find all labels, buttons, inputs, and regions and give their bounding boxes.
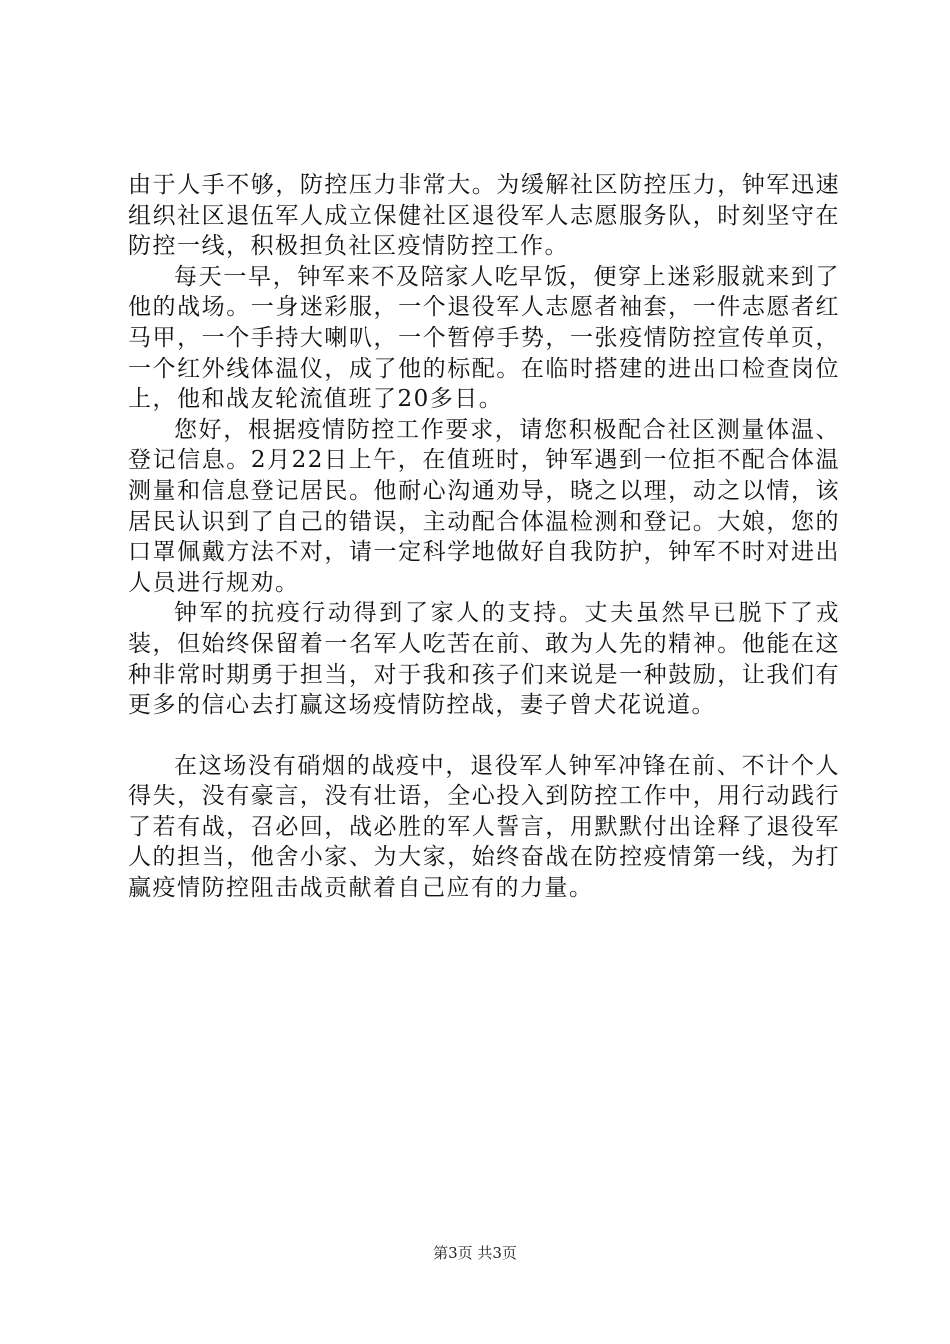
paragraph-3: 您好，根据疫情防控工作要求，请您积极配合社区测量体温、登记信息。2月22日上午，在值班时，钟军遇到一位拒不配合体温测量和信息登记居民。他耐心沟通劝导，晓之以理，动之以情，该居民认识到了自己的错误，主动配合体温检测和登记。大娘，您的口罩佩戴方法不对，请一定科学地做好自我防护，钟军不时对进出人员进行规劝。 — [128, 416, 840, 596]
paragraph-4: 钟军的抗疫行动得到了家人的支持。丈夫虽然早已脱下了戎装，但始终保留着一名军人吃苦在前、敢为人先的精神。他能在这种非常时期勇于担当，对于我和孩子们来说是一种鼓励，让我们有更多的信心去打赢这场疫情防控战，妻子曾犬花说道。 — [128, 600, 840, 719]
page-number-footer: 第3页 共3页 — [433, 1244, 517, 1262]
paragraph-5: 在这场没有硝烟的战疫中，退役军人钟军冲锋在前、不计个人得失，没有豪言，没有壮语，全心投入到防控工作中，用行动践行了若有战，召必回，战必胜的军人誓言，用默默付出诠释了退役军人的担当，他舍小家、为大家，始终奋战在防控疫情第一线，为打赢疫情防控阻击战贡献着自己应有的力量。 — [128, 752, 840, 902]
paragraph-1: 由于人手不够，防控压力非常大。为缓解社区防控压力，钟军迅速组织社区退伍军人成立保健社区退役军人志愿服务队，时刻坚守在防控一线，积极担负社区疫情防控工作。 — [128, 172, 840, 260]
paragraph-2: 每天一早，钟军来不及陪家人吃早饭，便穿上迷彩服就来到了他的战场。一身迷彩服，一个退役军人志愿者袖套，一件志愿者红马甲，一个手持大喇叭，一个暂停手势，一张疫情防控宣传单页，一个红外线体温仪，成了他的标配。在临时搭建的进出口检查岗位上，他和战友轮流值班了20多日。 — [128, 263, 840, 413]
document-body — [128, 170, 840, 904]
